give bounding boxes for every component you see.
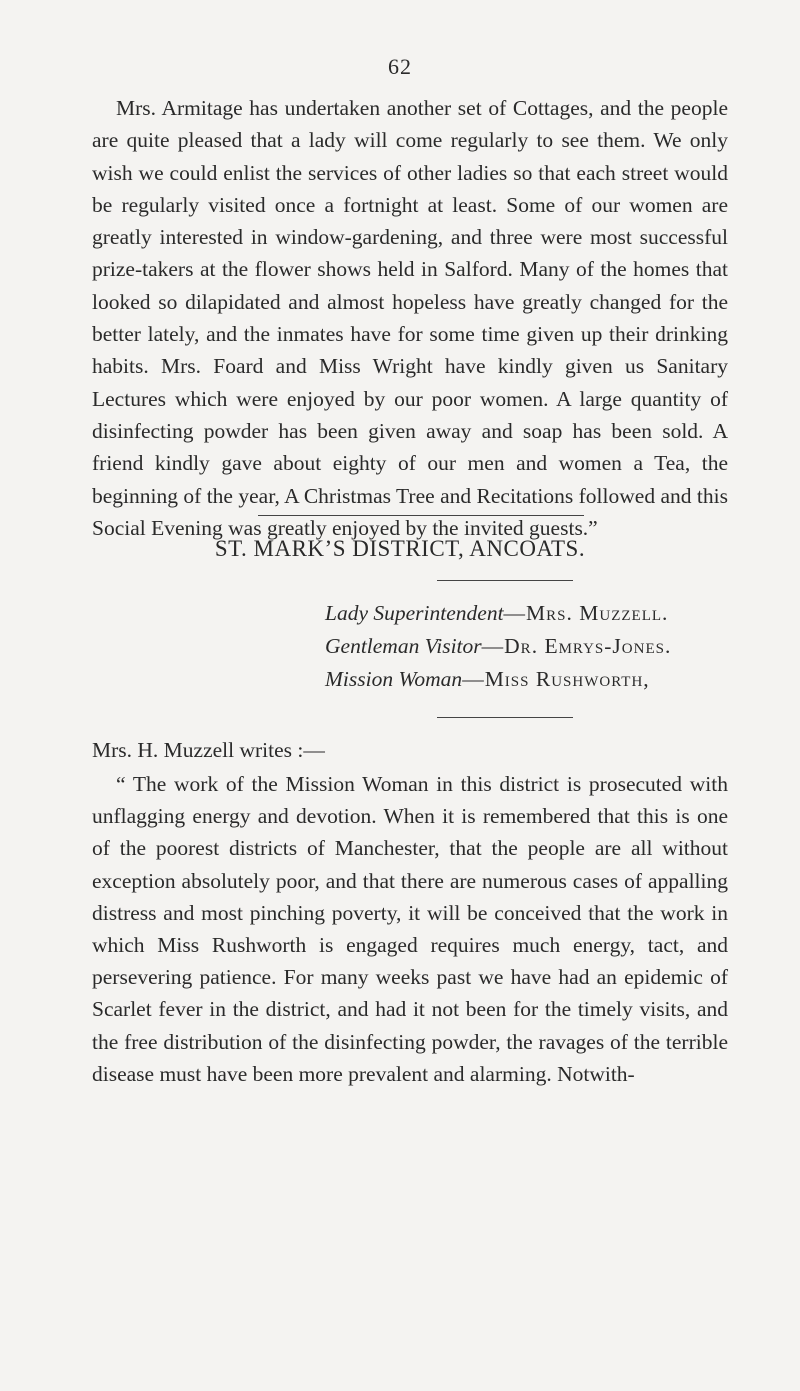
paragraph-muzzell-report: “ The work of the Mission Woman in this district is prosecuted with unflagging energy and devotion. When it is remembered that this is one of the poorest districts of Manchester, that the people are all without exception absolutely poor, and that there are numerous cases of appalling distress and most pinching poverty, it will be conceived that the work in which Miss Rushworth is engaged requires much energy, tact, and persevering patience. For many weeks past we have had an epidemic of Scarlet fever in the district, and had it not been for the timely visits, and the free distribution of the disinfecting powder, the ravages of the terrible disease must have been more prevalent and alarming. Notwith- <box>92 772 728 1086</box>
staff-mission-woman <box>325 663 671 696</box>
page-number: 62 <box>388 54 412 79</box>
person-name: —Mrs. Muzzell. <box>503 601 669 625</box>
paragraph-armitage: Mrs. Armitage has undertaken another set of Cottages, and the people are quite pleased that a lady will come regularly to see them. We only wish we could enlist the services of other ladies so that each street would be regularly visited once a fortnight at least. Some of our women are greatly interested in window-gardening, and three were most successful prize-takers at the flower shows held in Salford. Many of the homes that looked so dilapidated and almost hopeless have greatly changed for the better lately, and the inmates have for some time given up their drinking habits. Mrs. Foard and Miss Wright have kindly given us Sanitary Lectures which were enjoyed by our poor women. A large quantity of disinfecting powder has been given away and soap has been sold. A friend kindly gave about eighty of our men and women a Tea, the beginning of the year, A Christmas Tree and Recitations followed and this Social Evening was greatly enjoyed by the invited guests.” <box>92 96 728 540</box>
role-label: Lady Superintendent <box>325 601 504 625</box>
staff-list <box>325 597 671 696</box>
role-label: Gentleman Visitor <box>325 634 482 658</box>
section-divider-bottom <box>437 717 573 718</box>
person-name: —Dr. Emrys-Jones. <box>481 634 672 658</box>
person-name: —Miss Rushworth, <box>462 667 650 691</box>
writes-line: Mrs. H. Muzzell writes :— <box>92 738 325 762</box>
section-heading: ST. MARK’S DISTRICT, ANCOATS. <box>214 536 586 561</box>
staff-visitor <box>325 630 671 663</box>
section-divider-middle <box>437 580 573 581</box>
role-label: Mission Woman <box>325 667 463 691</box>
staff-superintendent <box>325 597 671 630</box>
section-divider-top <box>258 515 584 516</box>
